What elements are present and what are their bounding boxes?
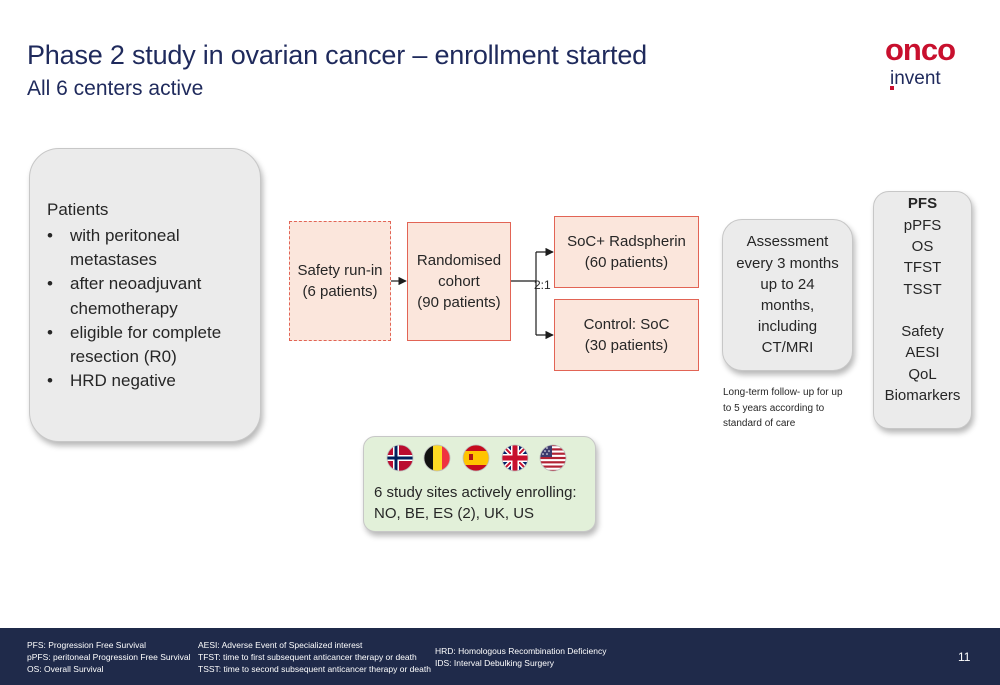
endpoint-primary: PFS: [907, 195, 938, 212]
sites-count-text: 6 study sites actively enrolling:: [374, 484, 577, 501]
footnote: TSST: time to second subsequent anticancer therapy or death: [198, 664, 431, 674]
endpoint-item: OS: [911, 238, 934, 255]
endpoint-item: TSST: [903, 281, 942, 298]
radspherin-arm-box: SoC+ Radspherin (60 patients): [554, 216, 699, 288]
endpoint-item: AESI: [905, 344, 940, 361]
bullet: •: [47, 322, 53, 342]
page-title: Phase 2 study in ovarian cancer – enrollment started: [27, 40, 647, 70]
control-arm-box: Control: SoC (30 patients): [554, 299, 699, 371]
uk-flag-icon: [501, 444, 529, 472]
us-flag-icon: [539, 444, 567, 472]
page-number: 11: [958, 650, 971, 664]
safety-run-in-box: Safety run-in (6 patients): [289, 221, 391, 341]
logo-invent-text: invent: [890, 68, 941, 89]
bullet: •: [47, 274, 53, 294]
criteria-item: • after neoadjuvant chemotherapy: [47, 274, 202, 318]
endpoint-item: Biomarkers: [884, 387, 961, 404]
page-subtitle: All 6 centers active: [27, 77, 204, 100]
bullet: •: [47, 226, 53, 245]
footnote: AESI: Adverse Event of Specialized interest: [198, 640, 363, 650]
footnote: PFS: Progression Free Survival: [27, 640, 147, 650]
spain-flag-icon: [462, 444, 490, 472]
footnote: TFST: time to first subsequent anticancer therapy or death: [198, 652, 417, 662]
patients-title: Patients: [47, 200, 109, 219]
norway-flag-icon: [386, 444, 414, 472]
criteria-item: • eligible for complete resection (R0): [47, 322, 222, 367]
randomised-cohort-box: Randomised cohort (90 patients): [407, 222, 511, 341]
footnote: OS: Overall Survival: [27, 664, 104, 674]
criteria-item: • with peritoneal metastases: [47, 226, 180, 270]
endpoint-item: TFST: [903, 259, 942, 276]
endpoint-item: pPFS: [903, 217, 942, 234]
criteria-item: • HRD negative: [47, 369, 257, 393]
endpoint-item: QoL: [908, 366, 937, 383]
assessment-panel: Assessment every 3 months up to 24 months, including CT/MRI: [722, 219, 853, 371]
followup-note: Long-term follow- up for up to 5 years according to standard of care: [723, 387, 843, 429]
belgium-flag-icon: [423, 444, 451, 472]
sites-countries-text: NO, BE, ES (2), UK, US: [374, 505, 535, 522]
logo-text: onco: [885, 33, 956, 67]
footnote: IDS: Interval Debulking Surgery: [435, 658, 555, 668]
footnote: HRD: Homologous Recombination Deficiency: [435, 646, 607, 656]
randomisation-ratio: 2:1: [534, 278, 551, 292]
endpoint-item: Safety: [901, 323, 944, 340]
footnote: pPFS: peritoneal Progression Free Survival: [27, 652, 191, 662]
bullet: •: [47, 371, 53, 391]
